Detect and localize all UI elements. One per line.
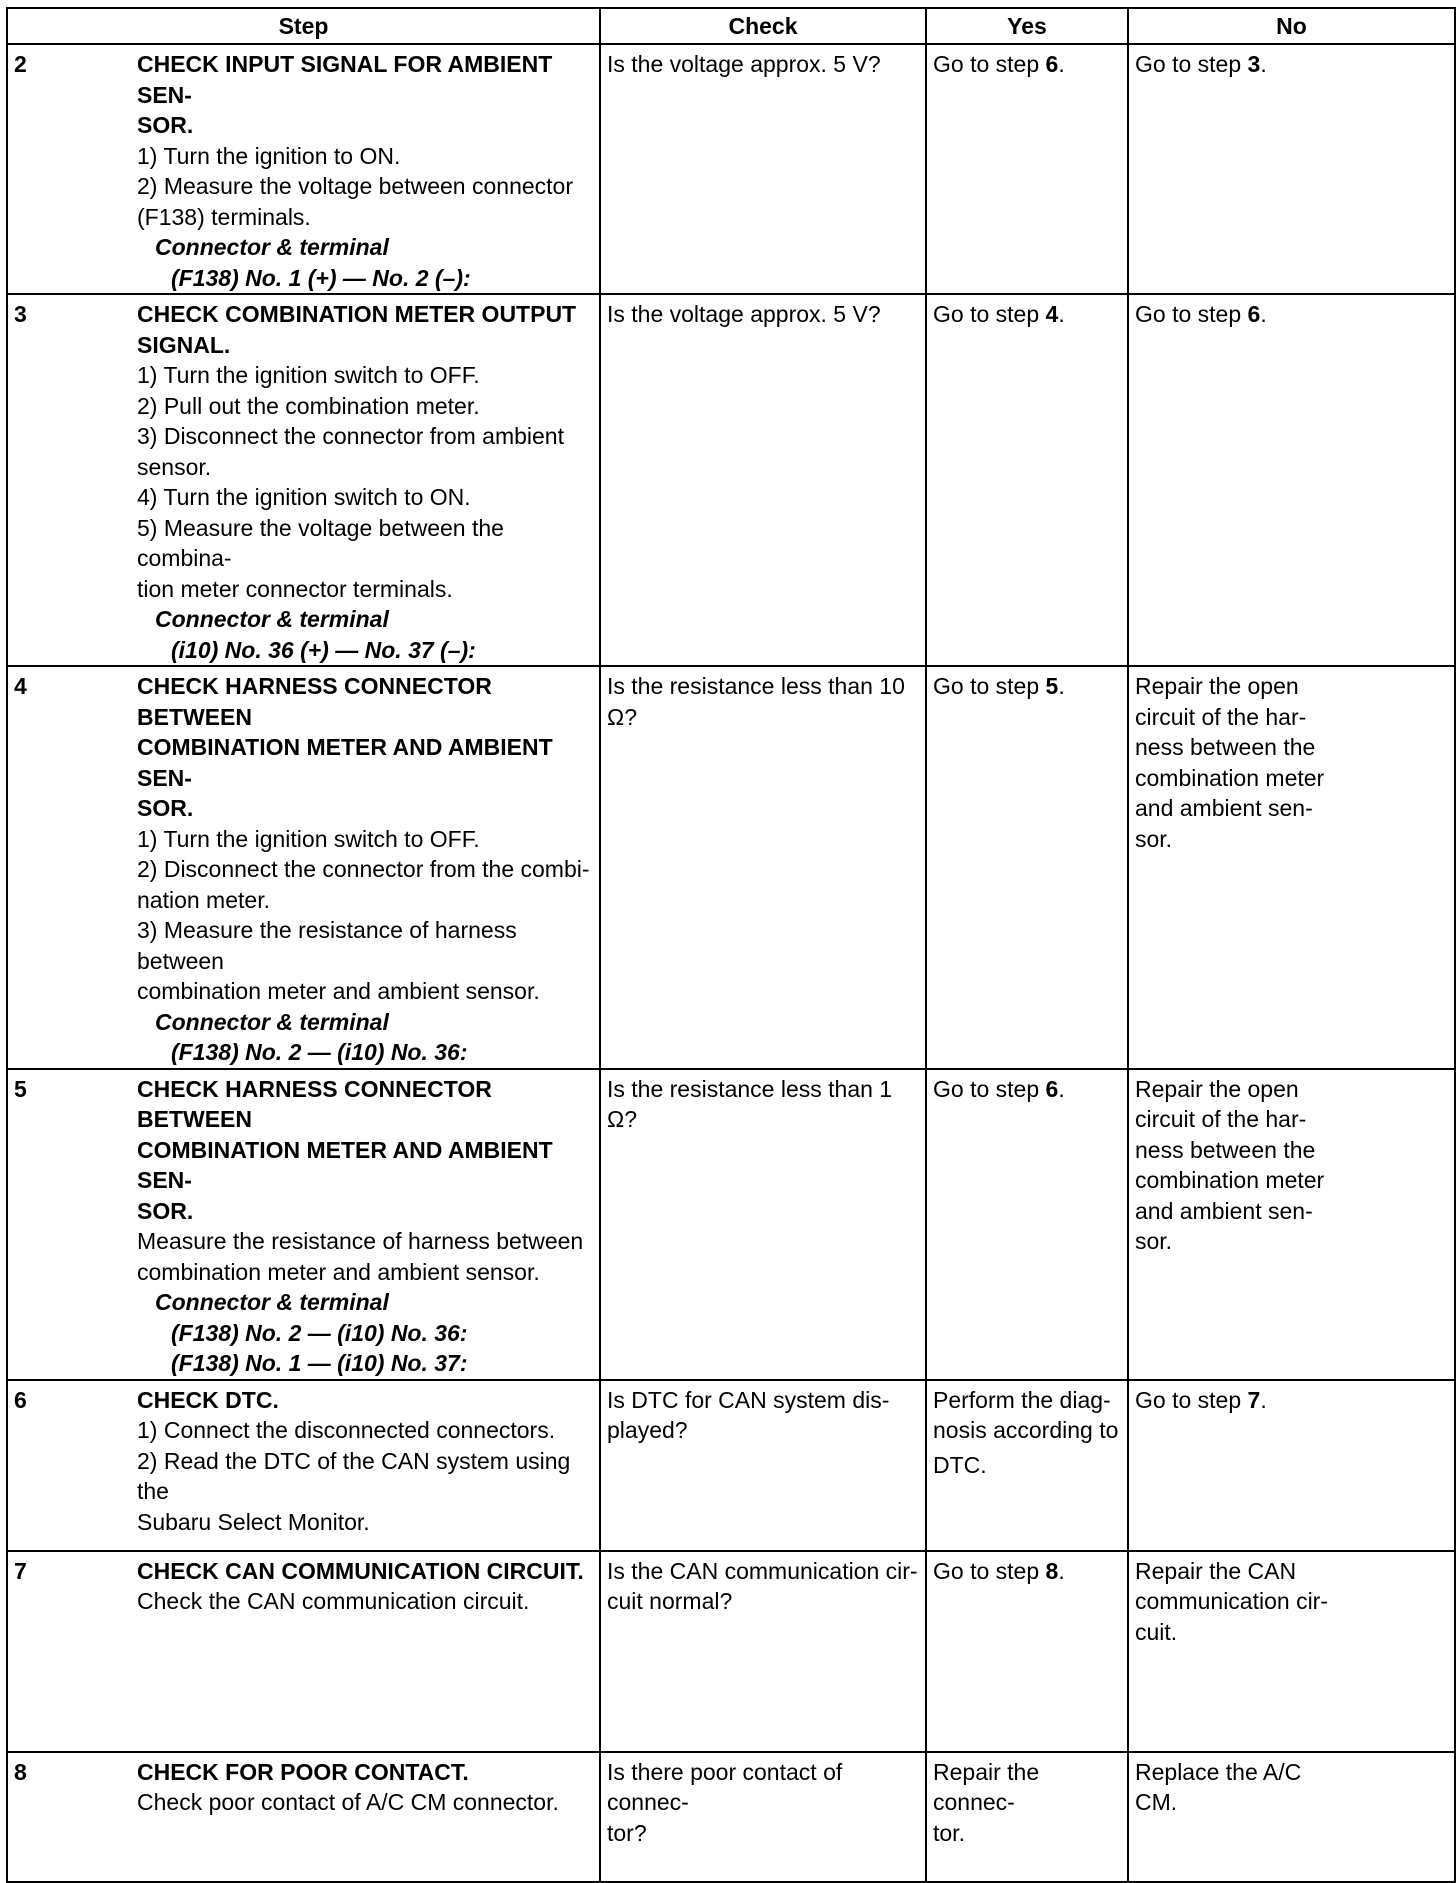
instruction: tion meter connector terminals. (137, 575, 453, 602)
instruction: 2) Read the DTC of the CAN system using the (137, 1447, 571, 1504)
no-suffix: . (1260, 301, 1267, 327)
instruction: 2) Disconnect the connector from the combi- (137, 856, 590, 882)
step-title: SOR. (137, 1197, 194, 1224)
step-title: SOR. (137, 795, 194, 821)
no-text: cuit. (1135, 1618, 1178, 1645)
instruction: 5) Measure the voltage between the combina- (137, 514, 504, 571)
no-cell (1128, 294, 1455, 666)
no-suffix: . (1260, 1386, 1267, 1413)
no-text: Repair the CAN (1135, 1557, 1297, 1584)
yes-text: tor. (933, 1819, 965, 1846)
table-body (7, 44, 1455, 1882)
step-cell (7, 294, 600, 666)
instruction: 1) Turn the ignition switch to OFF. (137, 362, 480, 388)
yes-prefix: Go to step (933, 1557, 1046, 1584)
no-prefix: Go to step (1135, 1386, 1248, 1413)
step-cell (7, 1551, 600, 1752)
yes-step: 4 (1045, 301, 1059, 327)
step-number: 5 (14, 1075, 27, 1102)
no-cell (1128, 1752, 1455, 1882)
step-number: 8 (14, 1758, 27, 1785)
no-text: circuit of the har- (1135, 1106, 1307, 1132)
check-cell: Is the resistance less than 1 Ω? (600, 1069, 926, 1380)
table-row (7, 666, 1455, 1069)
yes-prefix: Go to step (933, 51, 1046, 77)
check-cell (600, 666, 926, 1069)
step-title: CHECK INPUT SIGNAL FOR AMBIENT SEN- (137, 51, 553, 108)
yes-prefix: Go to step (933, 301, 1046, 327)
connector-label: Connector & terminal (155, 606, 389, 632)
no-prefix: Go to step (1135, 51, 1248, 77)
no-text: Repair the open (1135, 673, 1299, 699)
table-row (7, 294, 1455, 666)
connector-terminal: (F138) No. 1 (+) — No. 2 (–): (171, 264, 471, 291)
step-cell (7, 44, 600, 294)
yes-step: 8 (1045, 1557, 1059, 1584)
step-number: 4 (14, 673, 27, 699)
instruction: 1) Turn the ignition switch to OFF. (137, 825, 480, 852)
table-row (7, 1752, 1455, 1882)
no-cell (1128, 666, 1455, 1069)
check-text: Ω? (607, 703, 637, 730)
step-title: SIGNAL. (137, 331, 231, 358)
connector-label: Connector & terminal (155, 1008, 389, 1035)
no-suffix: . (1260, 51, 1267, 77)
step-title: CHECK CAN COMMUNICATION CIRCUIT. (137, 1557, 584, 1584)
yes-cell (926, 666, 1128, 1069)
yes-text: DTC. (933, 1451, 987, 1478)
check-text: Is DTC for CAN system dis- (607, 1386, 890, 1413)
instruction: combination meter and ambient sensor. (137, 978, 540, 1004)
yes-cell (926, 1551, 1128, 1752)
instruction: combination meter and ambient sensor. (137, 1258, 540, 1285)
instruction: 3) Measure the resistance of harness between (137, 917, 517, 974)
step-title: COMBINATION METER AND AMBIENT SEN- (137, 734, 553, 791)
step-title: CHECK COMBINATION METER OUTPUT (137, 301, 577, 327)
diagnostic-table (6, 7, 1456, 1883)
header-row (7, 8, 1455, 44)
instruction: (F138) terminals. (137, 203, 311, 230)
step-cell (7, 666, 600, 1069)
yes-cell (926, 1069, 1128, 1380)
connector-label: Connector & terminal (155, 1289, 389, 1315)
no-text: communication cir- (1135, 1588, 1328, 1614)
check-cell (600, 1551, 926, 1752)
header-yes: Yes (926, 8, 1128, 44)
step-title: CHECK FOR POOR CONTACT. (137, 1758, 469, 1785)
check-cell: Is the voltage approx. 5 V? (600, 44, 926, 294)
step-cell (7, 1380, 600, 1551)
connector-label: Connector & terminal (155, 234, 389, 260)
check-cell: Is the voltage approx. 5 V? (600, 294, 926, 666)
instruction: 2) Measure the voltage between connector (137, 173, 573, 199)
header-no: No (1128, 8, 1455, 44)
connector-terminal: (F138) No. 1 — (i10) No. 37: (171, 1350, 468, 1376)
no-cell (1128, 1551, 1455, 1752)
step-title: COMBINATION METER AND AMBIENT SEN- (137, 1136, 553, 1193)
no-text: ness between the (1135, 734, 1316, 760)
no-text: circuit of the har- (1135, 703, 1307, 730)
no-step: 3 (1247, 51, 1261, 77)
yes-cell (926, 44, 1128, 294)
no-text: combination meter (1135, 1167, 1325, 1193)
check-cell (600, 1752, 926, 1882)
no-text: Repair the open (1135, 1075, 1299, 1102)
yes-prefix: Go to step (933, 1075, 1046, 1102)
yes-suffix: . (1058, 301, 1065, 327)
connector-terminal: (i10) No. 36 (+) — No. 37 (–): (171, 636, 476, 663)
no-text: sor. (1135, 1228, 1173, 1254)
table-row (7, 1551, 1455, 1752)
no-step: 6 (1247, 301, 1261, 327)
instruction: 1) Turn the ignition to ON. (137, 142, 401, 169)
check-text: tor? (607, 1819, 647, 1846)
step-number: 7 (14, 1557, 27, 1584)
step-title: CHECK HARNESS CONNECTOR BETWEEN (137, 1075, 492, 1132)
no-cell (1128, 1380, 1455, 1551)
step-title: SOR. (137, 112, 194, 138)
connector-terminal: (F138) No. 2 — (i10) No. 36: (171, 1319, 468, 1346)
table-row (7, 1380, 1455, 1551)
yes-text: Repair the connec- (933, 1758, 1040, 1815)
step-number: 6 (14, 1386, 27, 1413)
yes-text: Perform the diag- (933, 1386, 1111, 1413)
header-check: Check (600, 8, 926, 44)
step-cell (7, 1752, 600, 1882)
instruction: 2) Pull out the combination meter. (137, 392, 480, 419)
no-prefix: Go to step (1135, 301, 1248, 327)
step-title: CHECK HARNESS CONNECTOR BETWEEN (137, 673, 492, 730)
check-text: cuit normal? (607, 1588, 733, 1614)
no-text: ness between the (1135, 1136, 1316, 1163)
no-text: and ambient sen- (1135, 1197, 1313, 1224)
no-text: combination meter (1135, 764, 1325, 791)
yes-cell (926, 294, 1128, 666)
instruction: nation meter. (137, 886, 270, 913)
check-text: played? (607, 1417, 688, 1443)
yes-suffix: . (1058, 673, 1065, 699)
instruction: Measure the resistance of harness between (137, 1228, 584, 1254)
yes-suffix: . (1058, 1557, 1065, 1584)
step-number: 2 (14, 51, 27, 77)
yes-step: 6 (1045, 1075, 1059, 1102)
no-step: 7 (1247, 1386, 1261, 1413)
instruction: sensor. (137, 453, 212, 480)
instruction: 4) Turn the ignition switch to ON. (137, 484, 471, 510)
check-text: Is there poor contact of connec- (607, 1758, 843, 1815)
yes-suffix: . (1058, 1075, 1065, 1102)
connector-terminal: (F138) No. 2 — (i10) No. 36: (171, 1039, 468, 1065)
check-text: Is the resistance less than 10 (607, 673, 905, 699)
yes-suffix: . (1058, 51, 1065, 77)
table-row (7, 1069, 1455, 1380)
no-cell (1128, 44, 1455, 294)
yes-step: 6 (1045, 51, 1059, 77)
step-number: 3 (14, 301, 27, 327)
yes-step: 5 (1045, 673, 1059, 699)
no-text: sor. (1135, 825, 1173, 852)
no-text: Replace the A/C (1135, 1758, 1302, 1785)
header-step: Step (7, 8, 600, 44)
instruction: 3) Disconnect the connector from ambient (137, 423, 564, 449)
step-title: CHECK DTC. (137, 1386, 279, 1413)
instruction: Subaru Select Monitor. (137, 1508, 370, 1535)
instruction: Check poor contact of A/C CM connector. (137, 1789, 559, 1815)
yes-prefix: Go to step (933, 673, 1046, 699)
no-text: and ambient sen- (1135, 795, 1313, 821)
instruction: Check the CAN communication circuit. (137, 1588, 530, 1614)
instruction: 1) Connect the disconnected connectors. (137, 1417, 556, 1443)
yes-cell (926, 1380, 1128, 1551)
table-row (7, 44, 1455, 294)
yes-text: nosis according to (933, 1417, 1119, 1443)
check-text: Is the CAN communication cir- (607, 1557, 918, 1584)
step-cell (7, 1069, 600, 1380)
check-cell (600, 1380, 926, 1551)
no-cell (1128, 1069, 1455, 1380)
no-text: CM. (1135, 1789, 1178, 1815)
yes-cell (926, 1752, 1128, 1882)
